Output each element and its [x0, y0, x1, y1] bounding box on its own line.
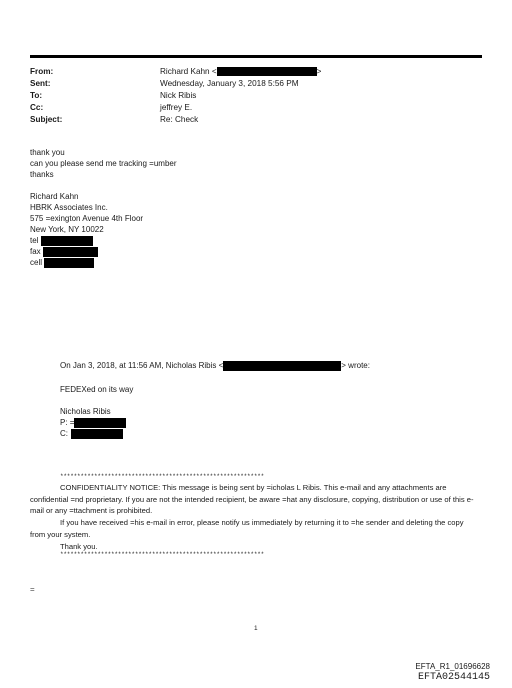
signature-tel [30, 236, 93, 246]
signature-cell [30, 258, 94, 268]
header-rule [30, 55, 482, 58]
redaction-box [43, 247, 98, 257]
notice-divider-bottom: ************************************************************ [60, 551, 265, 558]
redaction-box [217, 67, 317, 76]
redaction-box [44, 258, 94, 268]
document-id-large: EFTA02544145 [417, 672, 490, 683]
cell-label: cell [30, 258, 43, 268]
body-line: can you please send me tracking =umber [30, 159, 177, 168]
cell-label: C: [60, 429, 68, 438]
from-name: Richard Kahn < [160, 67, 217, 76]
signature-company: HBRK Associates Inc. [30, 203, 108, 212]
quoted-phone [60, 417, 126, 428]
page-number: 1 [254, 625, 258, 632]
from-value [160, 67, 321, 76]
cc-value: jeffrey E. [160, 103, 193, 112]
cc-label: Cc: [30, 103, 44, 112]
signature-name: Richard Kahn [30, 192, 79, 201]
redaction-box [223, 361, 341, 371]
to-value: Nick Ribis [160, 91, 197, 100]
to-label: To: [30, 91, 43, 100]
body-line: thanks [30, 170, 54, 179]
redaction-box [41, 236, 93, 246]
redaction-box [71, 429, 123, 439]
subject-label: Subject: [30, 115, 63, 124]
confidentiality-notice: CONFIDENTIALITY NOTICE: This message is being sent by =icholas L Ribis. This e-mail and any attachments are confidential =nd proprietary. If you are not the intended recipient, be aware =hat any disclosure, copying, distribution or use of this e-mail or any =ttachment is prohibited. [30, 483, 474, 515]
quoted-intro-prefix: On Jan 3, 2018, at 11:56 AM, Nicholas Ribis < [60, 361, 224, 370]
from-suffix: > [316, 67, 322, 76]
stray-mark: = [30, 585, 35, 594]
document-id-small: EFTA_R1_01696628 [415, 662, 490, 671]
signature-address-2: New York, NY 10022 [30, 225, 104, 234]
quoted-sender-name: Nicholas Ribis [60, 407, 111, 416]
from-label: From: [30, 67, 54, 76]
phone-label: P: = [60, 418, 75, 427]
signature-address-1: 575 =exington Avenue 4th Floor [30, 214, 144, 223]
notice-thank-you: Thank you. [60, 542, 98, 551]
quoted-cell [60, 428, 123, 439]
quoted-message: FEDEXed on its way [60, 385, 134, 394]
quoted-intro [60, 360, 370, 371]
email-body [30, 147, 177, 180]
body-line: thank you [30, 148, 65, 157]
sent-label: Sent: [30, 79, 51, 88]
quoted-intro-suffix: > wrote: [341, 361, 370, 370]
notice-divider-top: ************************************************************ [60, 473, 265, 480]
fax-label: fax [30, 247, 41, 257]
notice-instructions: If you have received =his e-mail in error, please notify us immediately by returning it to =he sender and deleting the copy from your system. [30, 518, 464, 539]
subject-value: Re: Check [160, 115, 199, 124]
redaction-box [74, 418, 126, 428]
signature-fax [30, 247, 98, 257]
sent-value: Wednesday, January 3, 2018 5:56 PM [160, 79, 299, 88]
tel-label: tel [30, 236, 39, 246]
